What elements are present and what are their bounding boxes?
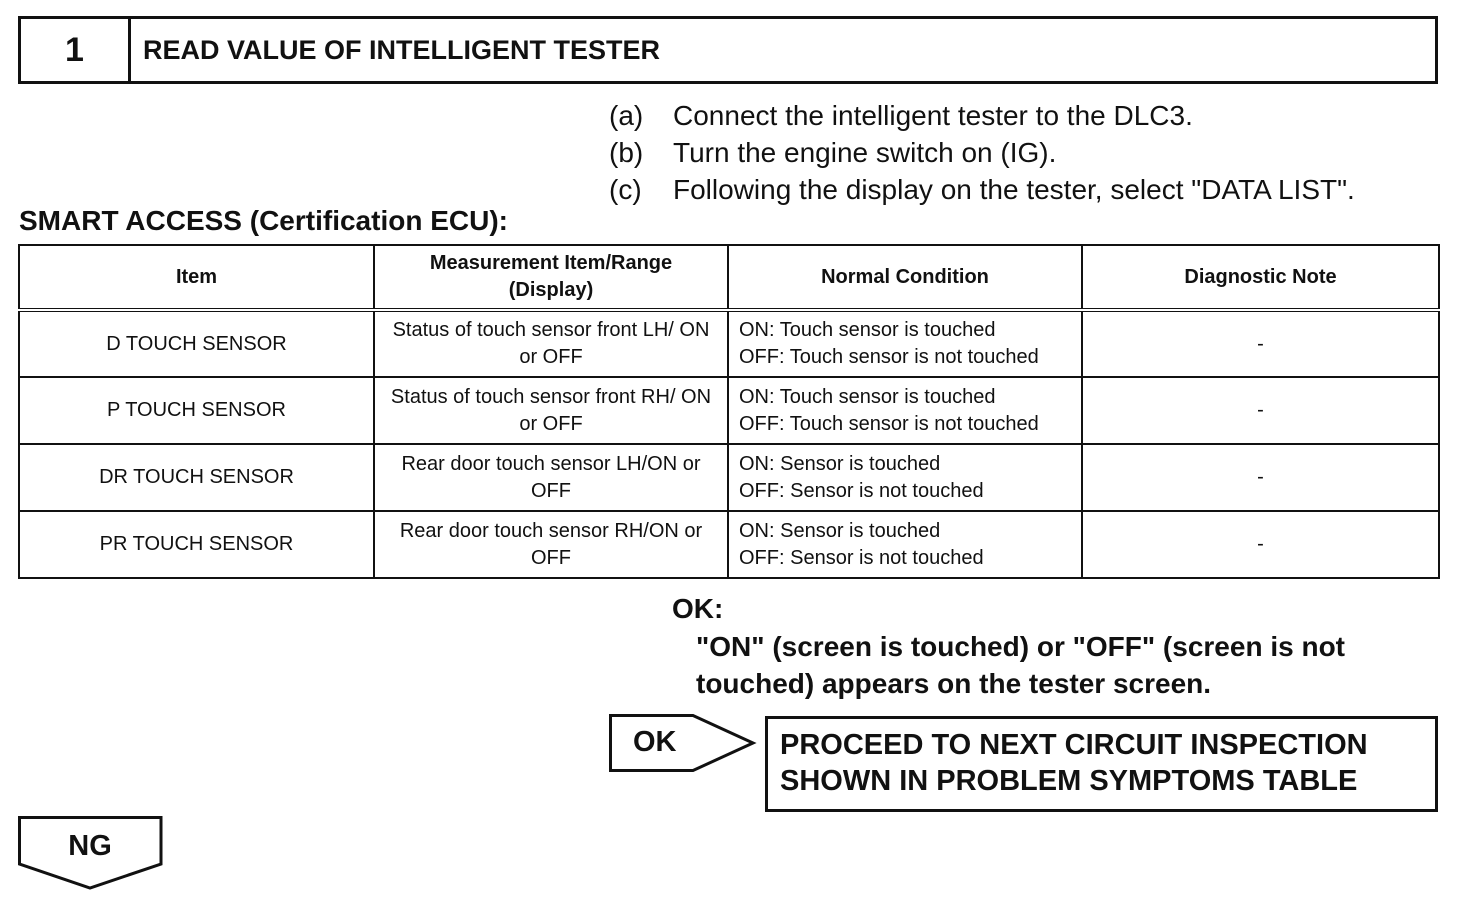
- cell-condition: [728, 444, 1082, 511]
- instruction-text: Following the display on the tester, select "DATA LIST".: [673, 174, 1355, 205]
- instruction-item: [609, 171, 1355, 208]
- instruction-label: (c): [609, 174, 642, 205]
- cell-note: -: [1082, 377, 1439, 444]
- condition-off: OFF: Sensor is not touched: [739, 546, 984, 569]
- ng-branch-arrow: [18, 816, 164, 890]
- data-list-table: [18, 244, 1440, 579]
- header-item: Item: [19, 245, 374, 310]
- condition-off: OFF: Touch sensor is not touched: [739, 346, 1039, 368]
- instruction-label: (a): [609, 100, 644, 131]
- cell-note: -: [1082, 310, 1439, 377]
- cell-condition: [728, 511, 1082, 578]
- cell-note: -: [1082, 511, 1439, 578]
- proceed-action-line: PROCEED TO NEXT CIRCUIT INSPECTION: [780, 729, 1368, 761]
- right-arrow-icon: [609, 714, 757, 772]
- proceed-action-box: [765, 716, 1438, 812]
- cell-range: Status of touch sensor front RH/ ON or OFF: [374, 377, 728, 444]
- ok-condition-label: OK:: [672, 593, 724, 624]
- table-row: [19, 444, 1439, 511]
- ok-condition-text: "ON" (screen is touched) or "OFF" (screen is not touched) appears on the tester screen.: [696, 631, 1345, 699]
- cell-range: Rear door touch sensor LH/ON or OFF: [374, 444, 728, 511]
- table-row: [19, 310, 1439, 377]
- instruction-list: [609, 97, 1355, 208]
- instruction-text: Turn the engine switch on (IG).: [673, 137, 1057, 168]
- cell-item: P TOUCH SENSOR: [19, 377, 374, 444]
- ng-branch-label: NG: [68, 830, 112, 862]
- condition-off: OFF: Sensor is not touched: [739, 479, 984, 502]
- header-range-line: (Display): [508, 279, 594, 301]
- cell-condition: [728, 310, 1082, 377]
- table-row: [19, 377, 1439, 444]
- condition-on: ON: Touch sensor is touched: [739, 385, 996, 408]
- step-title: READ VALUE OF INTELLIGENT TESTER: [143, 34, 661, 65]
- step-header: [18, 16, 1438, 84]
- condition-on: ON: Sensor is touched: [739, 452, 941, 475]
- instruction-item: [609, 97, 1355, 134]
- cell-note: -: [1082, 444, 1439, 511]
- cell-range: Status of touch sensor front LH/ ON or OFF: [374, 310, 728, 377]
- table-row: [19, 511, 1439, 578]
- ok-branch-arrow: [609, 714, 757, 772]
- cell-item: DR TOUCH SENSOR: [19, 444, 374, 511]
- condition-on: ON: Sensor is touched: [739, 519, 941, 542]
- instruction-text: Connect the intelligent tester to the DLC3.: [673, 100, 1193, 131]
- step-number: 1: [21, 19, 131, 81]
- header-diagnostic-note: Diagnostic Note: [1082, 245, 1439, 310]
- proceed-action-line: SHOWN IN PROBLEM SYMPTOMS TABLE: [780, 765, 1358, 797]
- section-title: SMART ACCESS (Certification ECU):: [19, 205, 508, 236]
- instruction-label: (b): [609, 137, 644, 168]
- header-normal-condition: Normal Condition: [728, 245, 1082, 310]
- condition-on: ON: Touch sensor is touched: [739, 319, 996, 341]
- cell-item: D TOUCH SENSOR: [19, 310, 374, 377]
- cell-item: PR TOUCH SENSOR: [19, 511, 374, 578]
- cell-range: Rear door touch sensor RH/ON or OFF: [374, 511, 728, 578]
- cell-condition: [728, 377, 1082, 444]
- header-measurement-range: [374, 245, 728, 310]
- condition-off: OFF: Touch sensor is not touched: [739, 412, 1039, 435]
- ok-branch-label: OK: [633, 726, 677, 758]
- instruction-item: [609, 134, 1355, 171]
- table-header-row: [19, 245, 1439, 310]
- header-range-line: Measurement Item/Range: [429, 252, 673, 274]
